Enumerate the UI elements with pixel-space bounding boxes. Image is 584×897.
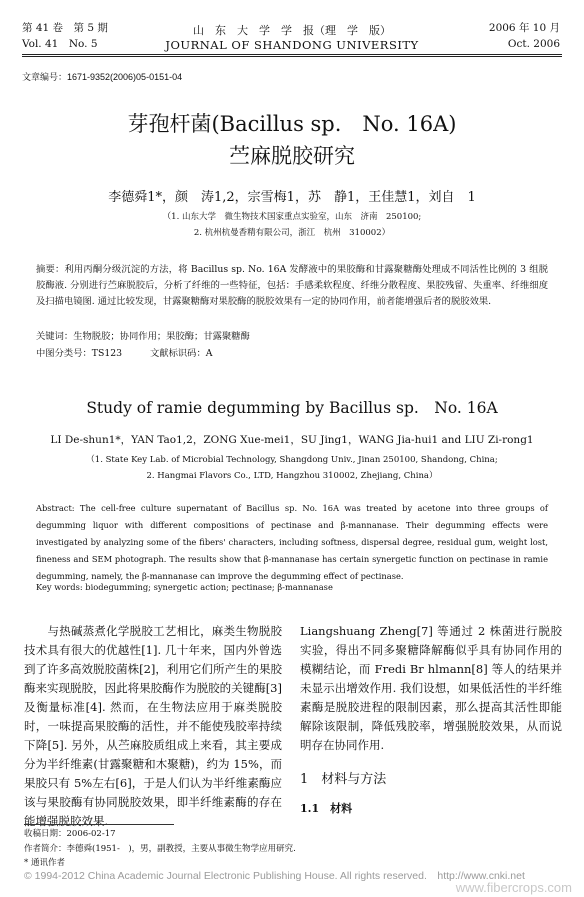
journal-name-en: JOURNAL OF SHANDONG UNIVERSITY	[165, 38, 419, 52]
section-heading-1-1: 1.1 材料	[300, 802, 353, 815]
title-cn-line1: 芽孢杆菌(Bacillus sp. No. 16A)	[127, 112, 457, 136]
footnote-author: 作者简介：李德舜(1951- )，男，副教授，主要从事微生物学应用研究.	[24, 844, 296, 854]
journal-name-cn: 山 东 大 学 学 报（理 学 版）	[193, 24, 391, 37]
title-cn-line2: 苎麻脱胶研究	[229, 144, 355, 168]
volume-issue-en: Vol. 41 No. 5	[22, 38, 98, 50]
volume-issue-cn: 第 41 卷 第 5 期	[22, 22, 108, 34]
affiliation-cn-1: （1. 山东大学 微生物技术国家重点实验室，山东 济南 250100;	[162, 212, 422, 222]
abstract-en: Abstract: The cell-free culture supernatant of Bacillus sp. No. 16A was treated by acetone into three groups of degumming liquor with different compositions of pectinase and β-mannanase. Their degumming effects were investigated by analyzing some of the fibers' characters, including softness, dispersal degree, residual gum, weight lost, fineness and SEM photograph. The results show that β-mannanase has certain synergetic function on pectinase in ramie degumming, namely, the β-mannanase can improve the degumming effect of pectinase.	[36, 503, 548, 581]
footnote-received: 收稿日期：2006-02-17	[24, 829, 116, 839]
header-rule-2	[22, 56, 562, 57]
date-en: Oct. 2006	[507, 38, 560, 50]
affiliation-en-1: （1. State Key Lab. of Microbial Technology, Shangdong Univ., Jinan 250100, Shandong, China;	[86, 455, 498, 465]
copyright-line: © 1994-2012 China Academic Journal Electronic Publishing House. All rights reserved. http://www.cnki.net	[24, 870, 525, 882]
body-right-column: Liangshuang Zheng[7] 等通过 2 株菌进行脱胶实验，得出不同多聚糖降解酶似乎具有协同作用的模糊结论，而 Fredi Br hlmann[8] 等人的结果并未显示出增效作用. 我们设想，如果低活性的半纤维素酶是脱胶进程的限制因素，那么提高其活性即能解除该限制，降低残胶率，增强脱胶效果，从而说明存在协同作用.	[300, 624, 562, 752]
footnote-corresponding: * 通讯作者	[24, 858, 65, 868]
title-en: Study of ramie degumming by Bacillus sp. No. 16A	[86, 399, 498, 417]
header-rule	[22, 54, 562, 55]
section-heading-1: 1 材料与方法	[300, 772, 387, 787]
classification-cn: 中图分类号：TS123 文献标识码：A	[36, 348, 213, 359]
authors-cn: 李德舜1*，颜 涛1,2，宗雪梅1，苏 静1，王佳慧1，刘自 1	[108, 190, 476, 205]
article-number: 文章编号：1671-9352(2006)05-0151-04	[22, 72, 183, 82]
keywords-en: Key words: biodegumming; synergetic action; pectinase; β-mannanase	[36, 582, 333, 592]
authors-en: LI De-shun1*，YAN Tao1,2，ZONG Xue-mei1，SU Jing1，WANG Jia-hui1 and LIU Zi-rong1	[50, 434, 534, 446]
affiliation-cn-2: 2. 杭州杭曼香精有限公司，浙江 杭州 310002）	[193, 228, 391, 238]
affiliation-en-2: 2. Hangmai Flavors Co., LTD, Hangzhou 310002, Zhejiang, China）	[146, 471, 438, 481]
footnote-rule	[24, 824, 174, 825]
date-cn: 2006 年 10 月	[488, 22, 560, 34]
abstract-cn: 摘要：利用丙酮分级沉淀的方法，将 Bacillus sp. No. 16A 发酵液中的果胶酶和甘露聚糖酶处理成不同活性比例的 3 组脱胶酶液. 分别进行苎麻脱胶后，分析了纤维的一些特征，包括：手感柔软程度、纤维分散程度、果胶残留、失重率、纤维细度及扫描电镜图. 通过比较发现，甘露聚糖酶对果胶酶的脱胶效果有一定的协同作用，前者能增强后者的脱胶效果.	[36, 264, 548, 307]
body-left-column: 与热碱蒸煮化学脱胶工艺相比，麻类生物脱胶技术具有很大的优越性[1]. 几十年来，国内外曾选到了许多高效脱胶菌株[2]，利用它们所产生的果胶酶来实现脱胶，因此将果胶酶作为脱胶的关键酶[3]及衡量标准[4]. 然而，在生物法应用于麻类脱胶时，一味提高果胶酶的活性，并不能使残胶率持续下降[5]. 另外，从苎麻胶质组成上来看，其主要成分为半纤维素(甘露聚糖和木聚糖)，约为 15%，而果胶只有 5%左右[6]，于是人们认为半纤维素酶应该与果胶酶有协同脱胶效果，即半纤维素酶的存在能增强脱胶效果.	[24, 624, 282, 828]
watermark-text: www.fibercrops.com	[455, 880, 572, 895]
keywords-cn: 关键词：生物脱胶；协同作用；果胶酶；甘露聚糖酶	[36, 331, 250, 342]
